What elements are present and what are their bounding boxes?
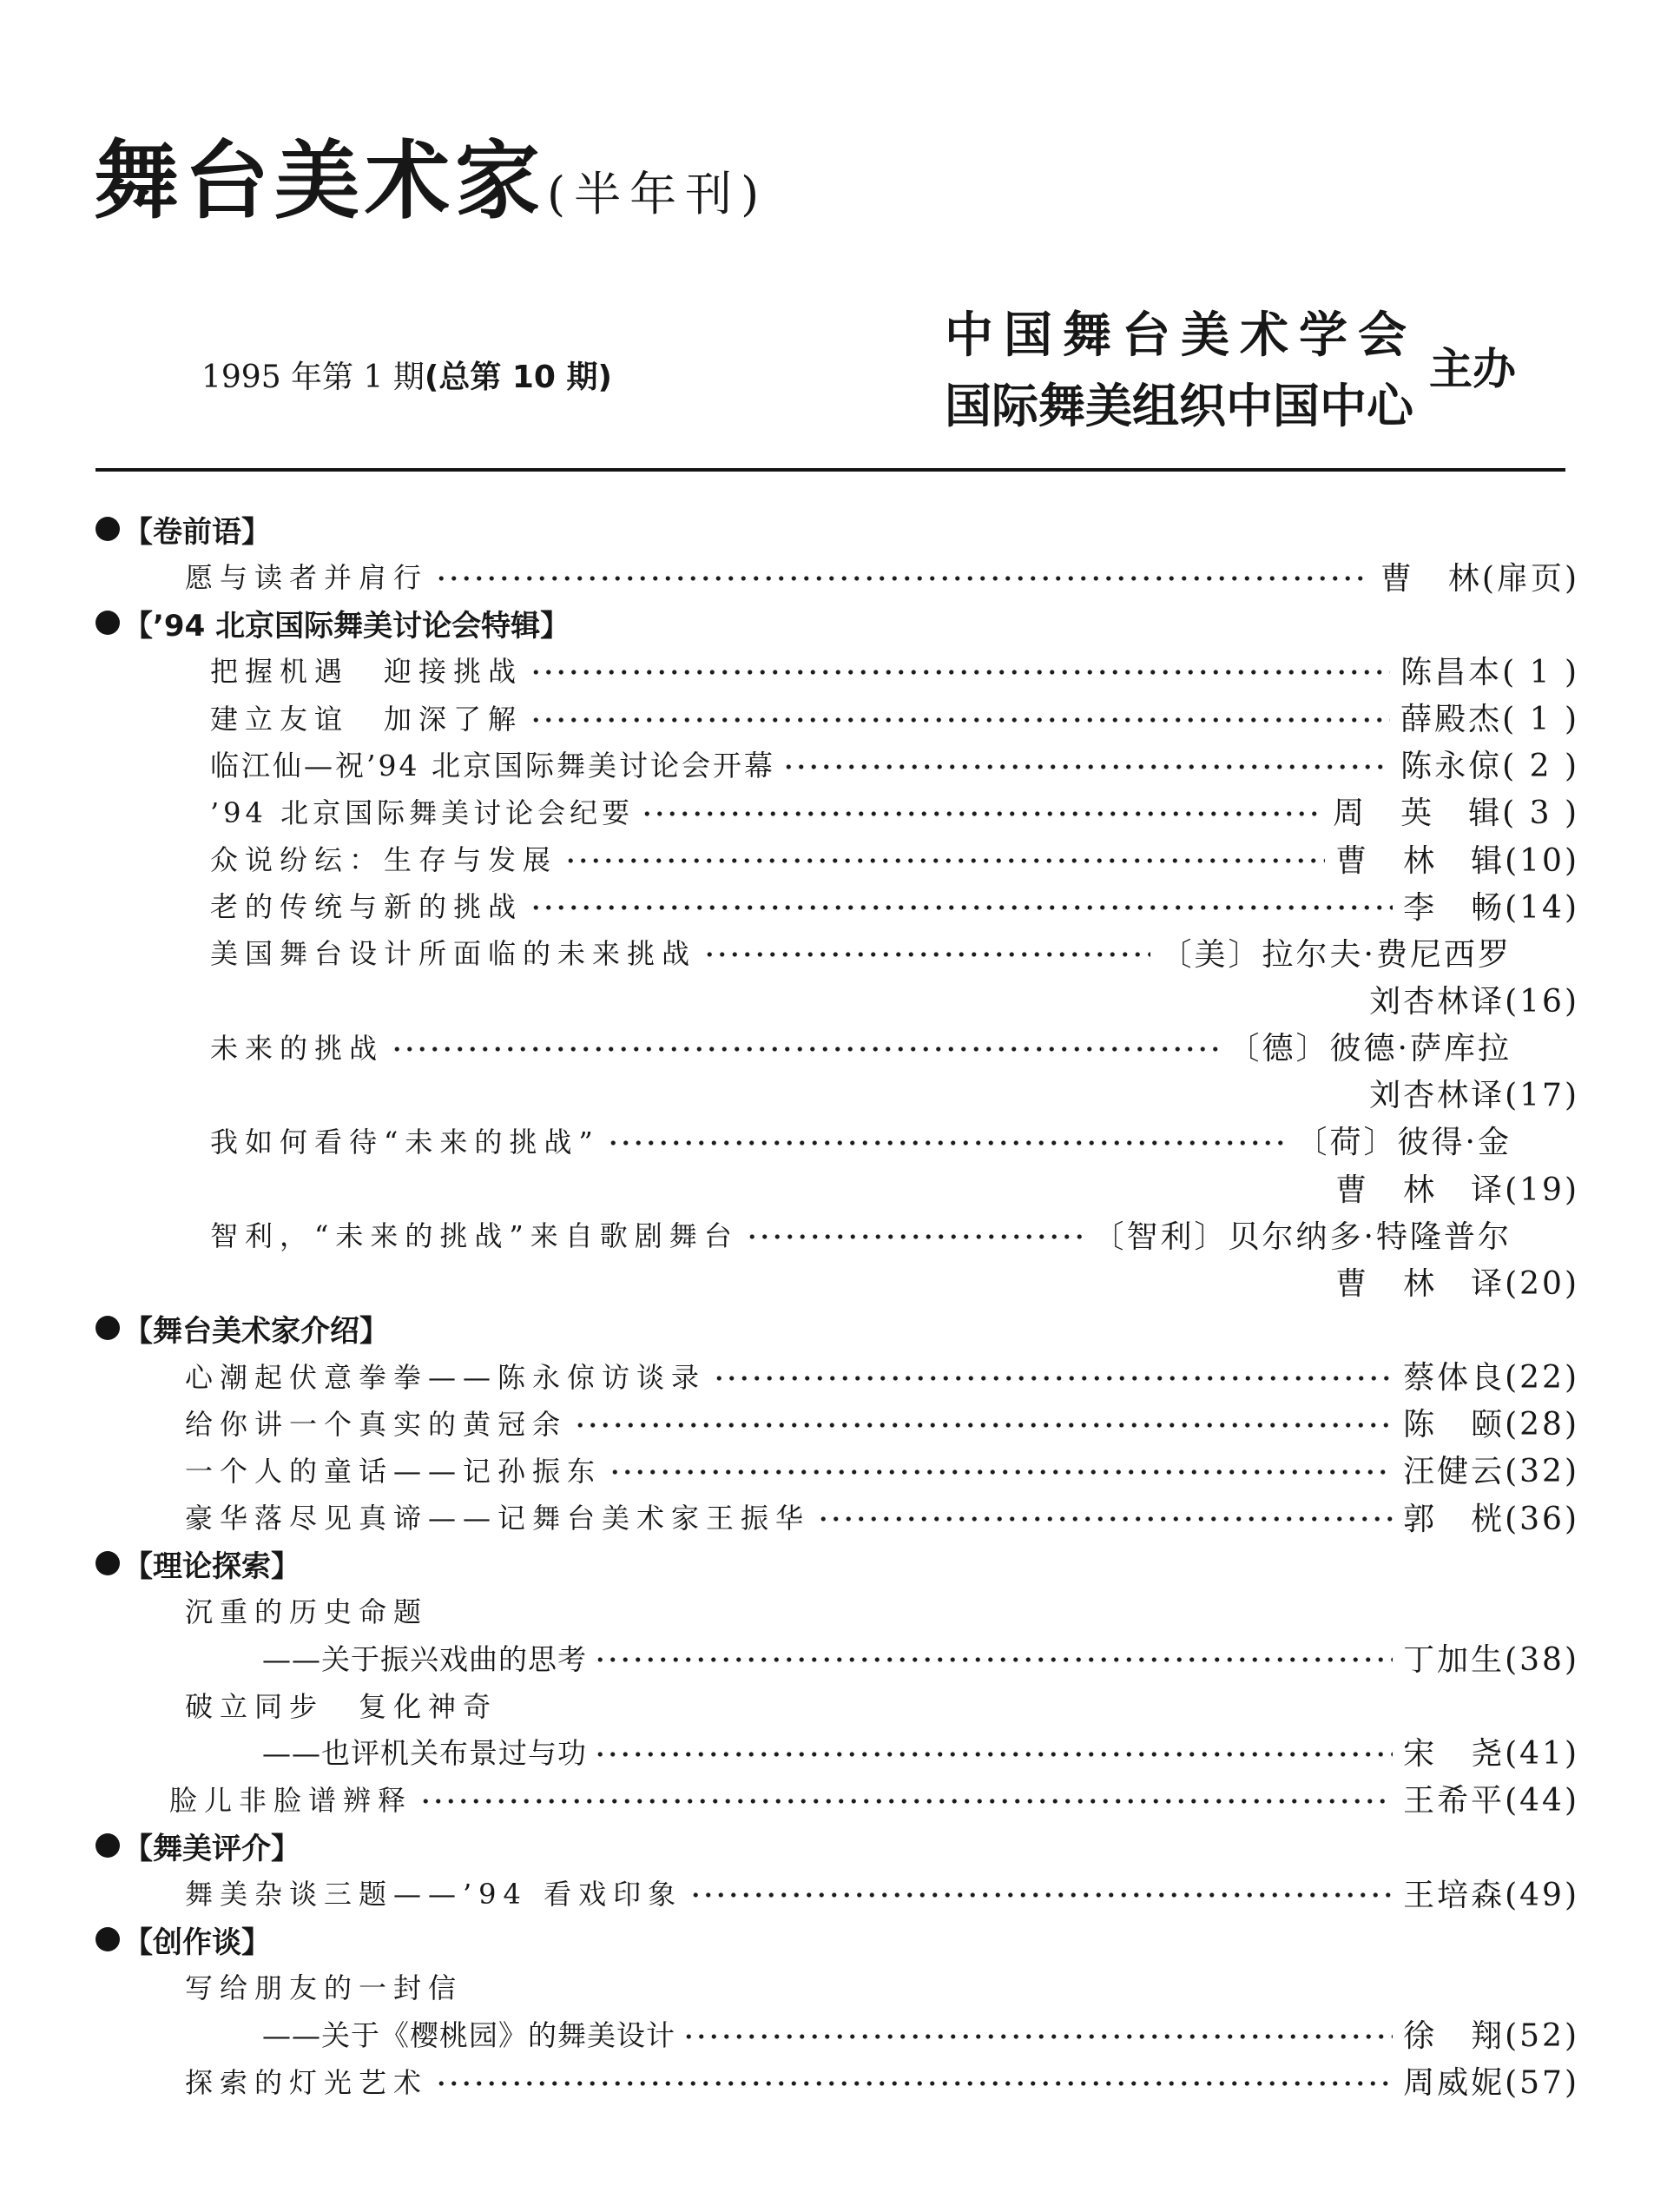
toc-entry (96, 2057, 1579, 2104)
entry-author: 〔德〕彼德·萨库拉 (1228, 1031, 1512, 1067)
entry-translator: 刘杏林译(16) (1369, 983, 1579, 1020)
dot-leader (391, 1046, 1218, 1053)
toc-entry (96, 1775, 1579, 1822)
entry-title: ’94 北京国际舞美讨论会纪要 (210, 796, 635, 829)
entry-author: 陈永倞( 2 ) (1400, 749, 1579, 785)
toc-section-header (96, 1822, 1579, 1869)
entry-title: 一个人的童话——记孙振东 (185, 1454, 603, 1488)
entry-title: 沉重的历史命题 (185, 1595, 429, 1629)
entry-title: 美国舞台设计所面临的未来挑战 (210, 937, 697, 971)
entry-title: 脸儿非脸谱辨释 (169, 1783, 413, 1817)
section-label: 【创作谈】 (123, 1925, 271, 1960)
toc-entry-continuation (96, 1258, 1579, 1304)
toc-entry (96, 552, 1579, 599)
dot-leader (594, 1656, 1393, 1663)
toc-section-header (96, 1304, 1579, 1351)
toc-entry (96, 1211, 1579, 1258)
dot-leader (782, 763, 1390, 770)
section-label: 【舞台美术家介绍】 (123, 1313, 389, 1349)
entry-author: 周 英 辑( 3 ) (1333, 796, 1579, 832)
entry-author: 〔智利〕贝尔纳多·特隆普尔 (1092, 1218, 1512, 1255)
entry-title: 把握机遇 迎接挑战 (210, 655, 524, 689)
dot-leader (682, 2033, 1393, 2040)
toc-entry (96, 835, 1579, 881)
toc-entry (96, 1117, 1579, 1164)
entry-title: 心潮起伏意拳拳——陈永倞访谈录 (185, 1360, 707, 1394)
entry-subtitle: ——也评机关布景过与功 (262, 1736, 587, 1771)
entry-title: 写给朋友的一封信 (185, 1971, 464, 2005)
entry-author: 〔荷〕彼得·金 (1295, 1125, 1512, 1161)
entry-author: 王培森(49) (1403, 1877, 1579, 1913)
entry-author: 薛殿杰( 1 ) (1400, 702, 1579, 738)
entry-author: 周威妮(57) (1403, 2065, 1579, 2102)
toc-entry (96, 1446, 1579, 1493)
entry-author: 陈昌本( 1 ) (1400, 654, 1579, 690)
entry-subtitle: ——关于振兴戏曲的思考 (262, 1641, 587, 1676)
entry-title: 智利，“未来的挑战”来自歌剧舞台 (210, 1219, 739, 1253)
entry-subtitle: ——关于《樱桃园》的舞美设计 (262, 2018, 675, 2053)
entry-title: 愿与读者并肩行 (185, 561, 429, 595)
toc-entry (96, 646, 1579, 693)
section-bullet-icon (96, 1927, 120, 1951)
toc-entry (96, 928, 1579, 975)
entry-author: 蔡体良(22) (1403, 1360, 1579, 1397)
dot-leader (564, 857, 1325, 864)
toc-entry-continuation (96, 975, 1579, 1022)
entry-author: 李 畅(14) (1403, 889, 1579, 926)
toc-entry-subtitle-row (96, 1728, 1579, 1775)
toc-section-header (96, 599, 1579, 646)
toc-entry (96, 1493, 1579, 1540)
dot-leader (530, 669, 1390, 676)
issue-line (201, 360, 612, 395)
toc-entry (96, 881, 1579, 928)
sponsor-role: 主办 (1429, 344, 1516, 394)
dot-leader (703, 951, 1150, 958)
section-label: 【理论探索】 (123, 1548, 300, 1584)
entry-translator: 曹 林 译(20) (1335, 1265, 1579, 1302)
table-of-contents (96, 505, 1579, 2104)
toc-entry-continuation (96, 1164, 1579, 1211)
section-bullet-icon (96, 1551, 120, 1575)
entry-author: 徐 翔(52) (1403, 2018, 1579, 2055)
entry-translator: 曹 林 译(19) (1335, 1172, 1579, 1208)
entry-author: 曹 林 辑(10) (1335, 842, 1579, 879)
dot-leader (419, 1798, 1393, 1805)
dot-leader (607, 1139, 1286, 1146)
dot-leader (641, 810, 1322, 817)
entry-title: 破立同步 复化神奇 (185, 1689, 498, 1723)
section-bullet-icon (96, 517, 120, 541)
sponsor-line-1: 中国舞台美术学会 (945, 307, 1417, 364)
dot-leader (574, 1422, 1393, 1429)
toc-section-header (96, 505, 1579, 552)
toc-entry (96, 1963, 1579, 2010)
entry-title: 给你讲一个真实的黄冠余 (185, 1407, 568, 1441)
dot-leader (594, 1751, 1393, 1758)
entry-title: 豪华落尽见真谛——记舞台美术家王振华 (185, 1502, 811, 1535)
section-bullet-icon (96, 1316, 120, 1340)
dot-leader (530, 716, 1390, 723)
dot-leader (435, 575, 1370, 582)
masthead-frequency: (半年刊) (547, 167, 768, 221)
dot-leader (713, 1375, 1393, 1382)
entry-title: 老的传统与新的挑战 (210, 890, 524, 924)
entry-author: 汪健云(32) (1403, 1454, 1579, 1490)
entry-author: 曹 林(扉页) (1380, 560, 1579, 597)
entry-title: 我如何看待“未来的挑战” (210, 1125, 600, 1159)
toc-section-header (96, 1540, 1579, 1587)
entry-author: 王希平(44) (1403, 1783, 1579, 1819)
toc-section-header (96, 1916, 1579, 1963)
masthead-title: 舞台美术家 (94, 131, 546, 231)
masthead (94, 131, 768, 231)
sponsor-line-2: 国际舞美组织中国中心 (945, 379, 1413, 433)
toc-entry (96, 1681, 1579, 1728)
section-label: 【卷前语】 (123, 514, 271, 550)
dot-leader (689, 1892, 1393, 1898)
toc-entry (96, 741, 1579, 788)
entry-title: 建立友谊 加深了解 (210, 702, 524, 736)
entry-author: 丁加生(38) (1403, 1641, 1579, 1678)
entry-author: 陈 颐(28) (1403, 1407, 1579, 1443)
dot-leader (530, 904, 1393, 911)
toc-entry-continuation (96, 1070, 1579, 1117)
entry-title: 舞美杂谈三题——’94 看戏印象 (185, 1878, 683, 1912)
header-rule (96, 468, 1565, 472)
section-bullet-icon (96, 611, 120, 635)
dot-leader (746, 1233, 1083, 1240)
issue-number: 1995 年第 1 期 (201, 360, 425, 395)
entry-title: 临江仙—祝’94 北京国际舞美讨论会开幕 (210, 749, 775, 783)
section-label: 【舞美评介】 (123, 1831, 300, 1866)
toc-entry (96, 1023, 1579, 1070)
toc-entry (96, 694, 1579, 741)
section-label: 【’94 北京国际舞美讨论会特辑】 (123, 608, 570, 644)
section-bullet-icon (96, 1833, 120, 1858)
dot-leader (609, 1469, 1393, 1476)
toc-entry-subtitle-row (96, 1634, 1579, 1680)
issue-total: (总第 10 期) (424, 360, 612, 395)
entry-title: 探索的灯光艺术 (185, 2065, 429, 2099)
entry-author: 郭 桄(36) (1403, 1501, 1579, 1537)
entry-title: 众说纷纭：生存与发展 (210, 843, 558, 877)
toc-entry (96, 1352, 1579, 1399)
entry-translator: 刘杏林译(17) (1369, 1078, 1579, 1114)
toc-entry (96, 1869, 1579, 1916)
toc-entry (96, 788, 1579, 835)
toc-entry (96, 1587, 1579, 1634)
entry-author: 〔美〕拉尔夫·费尼西罗 (1160, 936, 1512, 973)
entry-title: 未来的挑战 (210, 1031, 385, 1065)
toc-entry (96, 1399, 1579, 1446)
toc-entry-subtitle-row (96, 2011, 1579, 2057)
dot-leader (817, 1515, 1393, 1522)
entry-author: 宋 尧(41) (1403, 1736, 1579, 1773)
dot-leader (435, 2080, 1393, 2087)
